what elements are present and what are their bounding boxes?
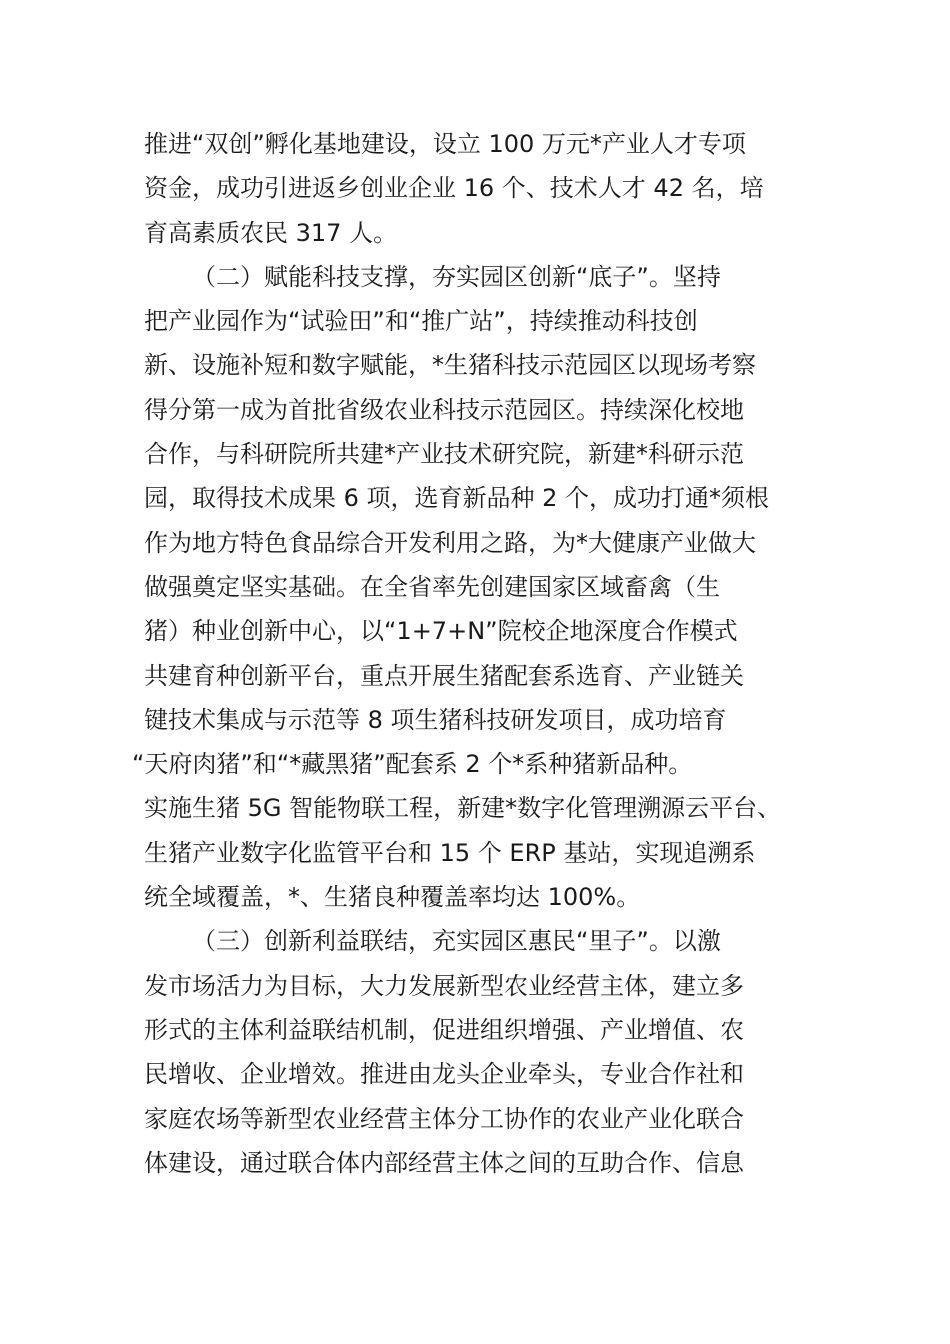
text-line: 形式的主体利益联结机制，促进组织增强、产业增值、农 bbox=[144, 1015, 744, 1044]
text-line: （三）创新利益联结，充实园区惠民“里子”。以激 bbox=[192, 927, 721, 956]
text-line: 猪）种业创新中心，以“1+7+N”院校企地深度合作模式 bbox=[144, 617, 738, 646]
body-text bbox=[132, 122, 808, 1185]
text-line: （二）赋能科技支撑，夯实园区创新“底子”。坚持 bbox=[192, 262, 721, 291]
text-line: 发市场活力为目标，大力发展新型农业经营主体，建立多 bbox=[144, 971, 744, 1000]
text-line: 合作，与科研院所共建*产业技术研究院，新建*科研示范 bbox=[144, 440, 744, 469]
text-line: 得分第一成为首批省级农业科技示范园区。持续深化校地 bbox=[144, 395, 744, 424]
text-line: 做强奠定坚实基础。在全省率先创建国家区域畜禽（生 bbox=[144, 572, 720, 601]
text-line: 生猪产业数字化监管平台和 15 个 ERP 基站，实现追溯系 bbox=[144, 838, 756, 867]
text-line: 推进“双创”孵化基地建设，设立 100 万元*产业人才专项 bbox=[144, 130, 746, 158]
text-line: “天府肉猪”和“*藏黑猪”配套系 2 个*系种猪新品种。 bbox=[132, 750, 693, 779]
text-line: 园，取得技术成果 6 项，选育新品种 2 个，成功打通*须根 bbox=[144, 484, 770, 513]
text-line: 资金，成功引进返乡创业企业 16 个、技术人才 42 名，培 bbox=[144, 174, 764, 203]
text-line: 键技术集成与示范等 8 项生猪科技研发项目，成功培育 bbox=[144, 705, 727, 734]
text-line: 作为地方特色食品综合开发利用之路，为*大健康产业做大 bbox=[144, 528, 756, 557]
text-line: 把产业园作为“试验田”和“推广站”，持续推动科技创 bbox=[144, 307, 698, 336]
text-line: 新、设施补短和数字赋能，*生猪科技示范园区以现场考察 bbox=[144, 351, 756, 380]
text-line: 民增收、企业增效。推进由龙头企业牵头，专业合作社和 bbox=[144, 1060, 744, 1089]
text-line: 体建设，通过联合体内部经营主体之间的互助合作、信息 bbox=[144, 1148, 744, 1177]
text-line: 统全域覆盖，*、生猪良种覆盖率均达 100%。 bbox=[144, 883, 641, 912]
text-line: 实施生猪 5G 智能物联工程，新建*数字化管理溯源云平台、 bbox=[144, 794, 782, 823]
text-line: 共建育种创新平台，重点开展生猪配套系选育、产业链关 bbox=[144, 661, 744, 690]
text-line: 家庭农场等新型农业经营主体分工协作的农业产业化联合 bbox=[144, 1104, 744, 1133]
text-line: 育高素质农民 317 人。 bbox=[144, 218, 398, 247]
